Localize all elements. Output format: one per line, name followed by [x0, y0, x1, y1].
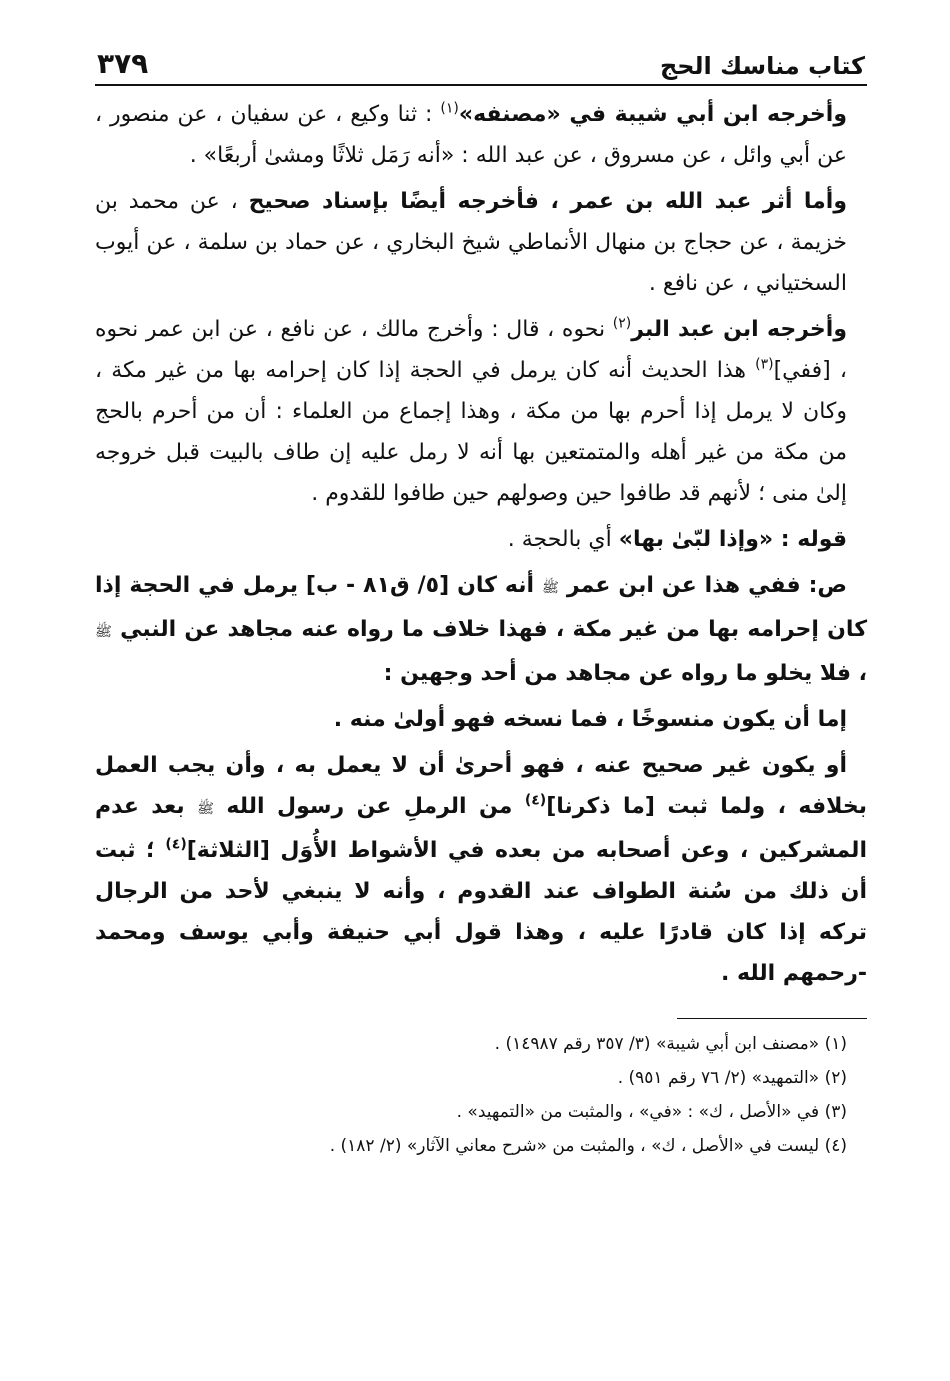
- running-header: [95, 30, 867, 86]
- paragraph-text: ص: ففي هذا عن ابن عمر: [558, 573, 847, 598]
- footnote-4: (٤) ليست في «الأصل ، ك» ، والمثبت من «شرح معاني الآثار» (٢/ ١٨٢) .: [329, 1136, 847, 1156]
- footnote-3: (٣) في «الأصل ، ك» : «في» ، والمثبت من «التمهيد» .: [456, 1102, 847, 1122]
- bold-lead-text: وأخرجه ابن أبي شيبة في «مصنفه»: [458, 102, 848, 127]
- footnote-ref: (٤): [524, 792, 547, 809]
- paragraph-text: هذا الحديث أنه كان يرمل في الحجة إذا كان إحرامه بها من غير مكة ، وكان لا يرمل إذا أحرم بها من مكة ، وهذا إجماع من العلماء : أن من أحرم بالحج من مكة من غير أهله والمتمتعين بها أنه لا رمل عليه إن طاف بالبيت قبل خروجه إلىٰ منى ؛ لأنهم قد طافوا حين وصولهم حين طافوا للقدوم .: [95, 358, 847, 506]
- paragraph-text: ، عن محمد بن خزيمة ، عن حجاج بن منهال الأنماطي شيخ البخاري ، عن حماد بن سلمة ، عن أيوب السختياني ، عن نافع .: [95, 189, 847, 296]
- paragraph-ghayr-sahih: [95, 745, 867, 994]
- footnote-ref: (٤): [165, 836, 187, 853]
- paragraph-mansukh: [95, 699, 867, 740]
- bold-lead-text: قوله : «وإذا لبّىٰ بها»: [618, 527, 847, 552]
- bold-lead-text: وأما أثر عبد الله بن عمر ، فأخرجه أيضًا بإسناد صحيح: [248, 189, 847, 214]
- paragraph-text: أو يكون غير صحيح عنه ، فهو أحرىٰ أن لا يعمل به ، وأن يجب العمل بخلافه ، ولما ثبت [ما ذكرنا]: [95, 753, 867, 819]
- paragraph-text: : ثنا وكيع ، عن سفيان ، عن منصور ، عن أبي وائل ، عن مسروق ، عن عبد الله : «أنه رَمَل ثلاثًا ومشىٰ أربعًا» .: [95, 102, 847, 168]
- paragraph-qawluhu: [95, 519, 867, 560]
- paragraph-text: أنه كان [٥/ ق٨١ - ب] يرمل في الحجة إذا كان إحرامه بها من غير مكة ، فهذا خلاف ما رواه عنه مجاهد عن النبي: [95, 573, 867, 642]
- paragraph-text: نحوه ، قال : وأخرج مالك ، عن نافع ، عن ابن عمر نحوه ، [ففي]: [95, 317, 847, 383]
- footnote-ref: (١): [440, 100, 459, 117]
- paragraph-ibn-abd-al-barr: [95, 309, 867, 514]
- running-header-title: كتاب مناسك الحج: [659, 52, 865, 80]
- honorific-symbol: ﷺ: [542, 580, 559, 596]
- honorific-symbol: ﷺ: [95, 624, 112, 640]
- paragraph-text: ؛ ثبت أن ذلك من سُنة الطواف عند القدوم ، وأنه لا ينبغي لأحد من الرجال تركه إذا كان قادرًا عليه ، وهذا قول أبي حنيفة وأبي يوسف ومحمد -رحمهم الله .: [95, 838, 867, 986]
- paragraph-text: من الرملِ عن رسول الله: [214, 794, 525, 819]
- honorific-symbol: ﷺ: [197, 801, 215, 817]
- footnote-divider: [677, 1018, 867, 1019]
- paragraph-ibn-umar-athar: [95, 181, 867, 304]
- book-page: [95, 30, 867, 1163]
- footnote-2: (٢) «التمهيد» (٢/ ٧٦ رقم ٩٥١) .: [617, 1068, 847, 1088]
- paragraph-text: أي بالحجة .: [507, 527, 619, 552]
- footnote-ref: (٢): [612, 315, 632, 332]
- footnote-ref: (٣): [755, 356, 774, 373]
- paragraph-text: إما أن يكون منسوخًا ، فما نسخه فهو أولىٰ منه .: [333, 707, 847, 732]
- main-text: [95, 94, 867, 994]
- page-number: ٣٧٩: [97, 47, 149, 80]
- paragraph-text: ، فلا يخلو ما رواه عن مجاهد من أحد وجهين :: [383, 661, 867, 686]
- paragraph-ibn-abi-shayba: [95, 94, 867, 176]
- footnote-1: (١) «مصنف ابن أبي شيبة» (٣/ ٣٥٧ رقم ١٤٩٨٧) .: [494, 1034, 847, 1054]
- footnotes: [95, 1027, 867, 1163]
- paragraph-text: بعد عدم المشركين ، وعن أصحابه من بعده في الأشواط الأُوَل [الثلاثة]: [95, 794, 867, 863]
- bold-lead-text: وأخرجه ابن عبد البر: [631, 317, 847, 342]
- paragraph-matn-sad: [95, 565, 867, 694]
